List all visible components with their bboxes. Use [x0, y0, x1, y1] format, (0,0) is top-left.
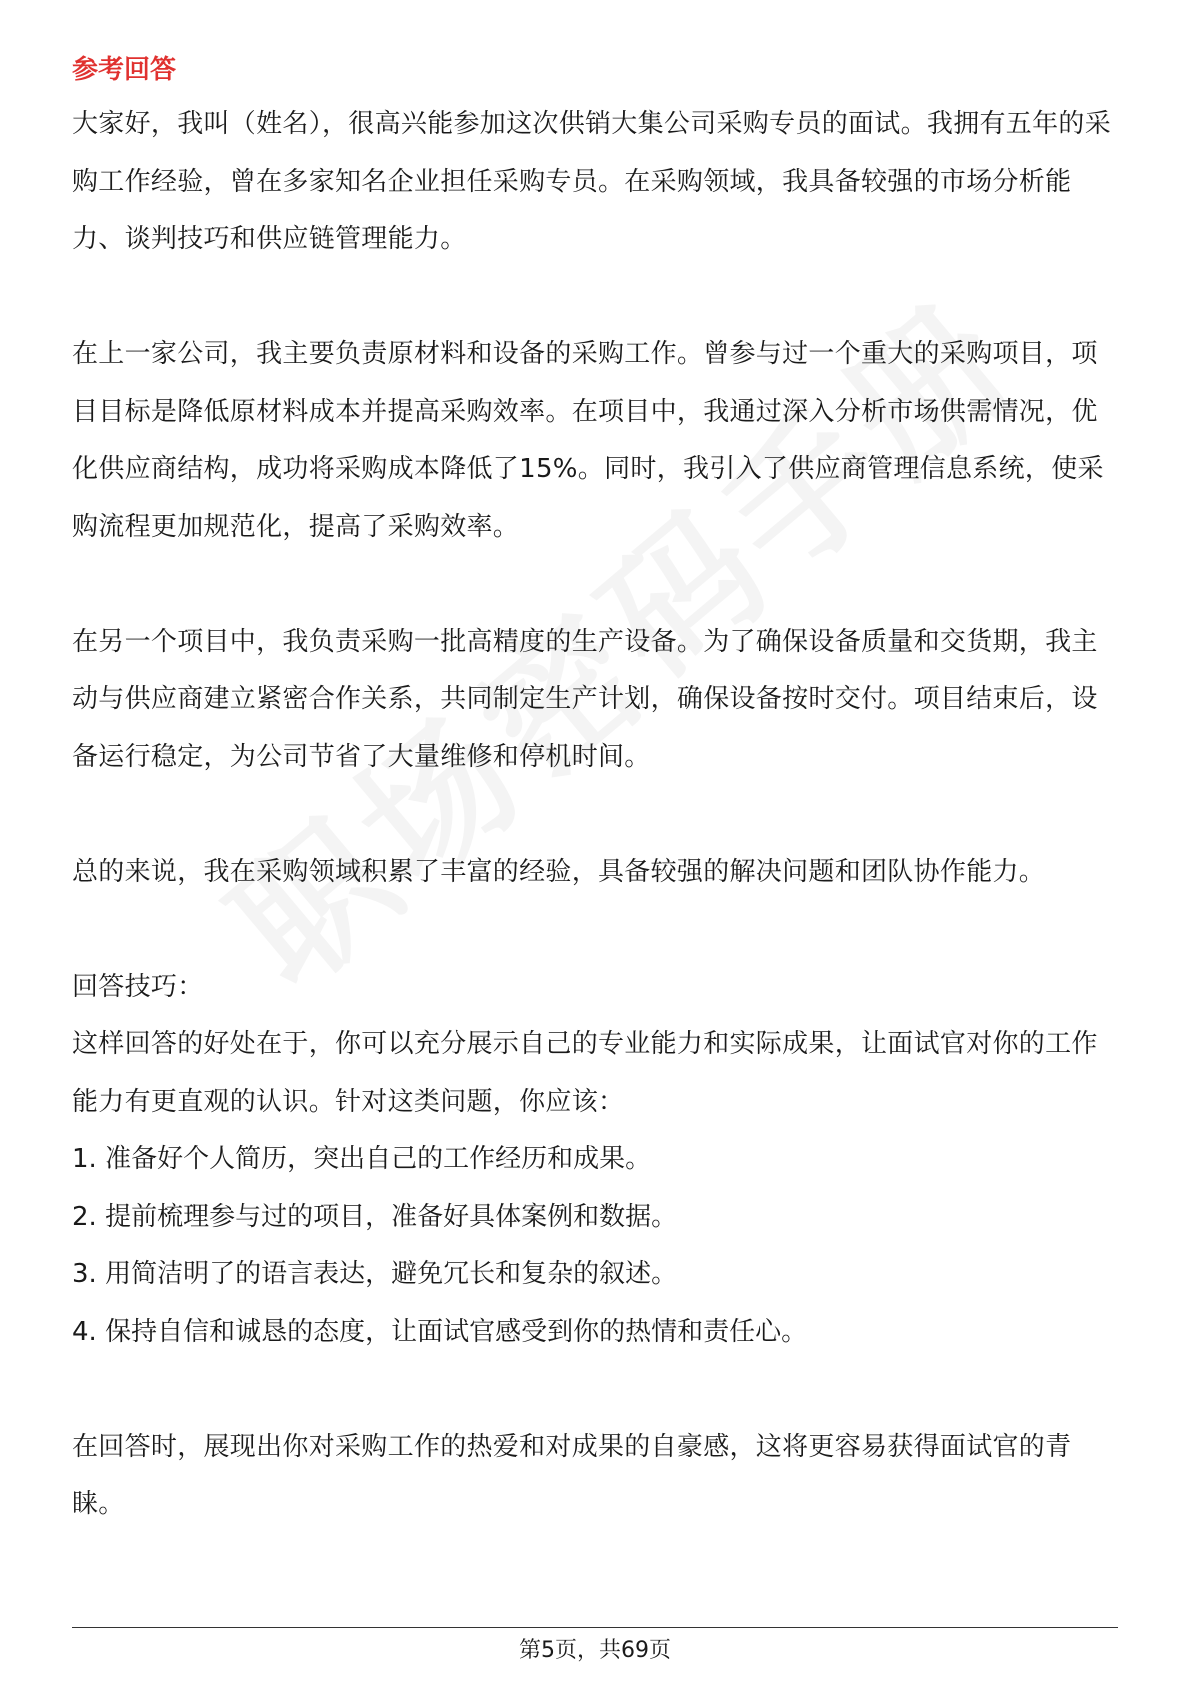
paragraph-spacer: [72, 786, 1118, 844]
footer-divider: [72, 1627, 1118, 1628]
tips-list-item: 4. 保持自信和诚恳的态度，让面试官感受到你的热情和责任心。: [72, 1316, 808, 1347]
answer-paragraph-1: 大家好，我叫（姓名），很高兴能参加这次供销大集公司采购专员的面试。我拥有五年的采购工作经验，曾在多家知名企业担任采购专员。在采购领域，我具备较强的市场分析能力、谈判技巧和供应链管理能力。: [72, 109, 1112, 254]
document-body: [72, 44, 1118, 1534]
paragraph-spacer: [72, 269, 1118, 327]
tips-list-item: 2. 提前梳理参与过的项目，准备好具体案例和数据。: [72, 1201, 678, 1232]
paragraph-spacer: [72, 1361, 1118, 1419]
answer-paragraph-2: 在上一家公司，我主要负责原材料和设备的采购工作。曾参与过一个重大的采购项目，项目目标是降低原材料成本并提高采购效率。在项目中，我通过深入分析市场供需情况，优化供应商结构，成功将采购成本降低了15%。同时，我引入了供应商管理信息系统，使采购流程更加规范化，提高了采购效率。: [72, 339, 1104, 542]
page-number: 第5页，共69页: [519, 1638, 671, 1663]
tips-title: 回答技巧：: [72, 971, 204, 1002]
answer-paragraph-3: 在另一个项目中，我负责采购一批高精度的生产设备。为了确保设备质量和交货期，我主动与供应商建立紧密合作关系，共同制定生产计划，确保设备按时交付。项目结束后，设备运行稳定，为公司节省了大量维修和停机时间。: [72, 626, 1098, 772]
tips-list-item: 3. 用简洁明了的语言表达，避免冗长和复杂的叙述。: [72, 1259, 678, 1289]
tips-closing: 在回答时，展现出你对采购工作的热爱和对成果的自豪感，这将更容易获得面试官的青睐。: [72, 1431, 1072, 1519]
tips-list-item: 1. 准备好个人简历，突出自己的工作经历和成果。: [72, 1144, 652, 1174]
paragraph-spacer: [72, 901, 1118, 959]
answer-paragraph-4: 总的来说，我在采购领域积累了丰富的经验，具备较强的解决问题和团队协作能力。: [72, 856, 1046, 887]
tips-intro: 这样回答的好处在于，你可以充分展示自己的专业能力和实际成果，让面试官对你的工作能力有更直观的认识。针对这类问题，你应该：: [72, 1029, 1098, 1117]
section-heading: 参考回答: [72, 55, 177, 85]
paragraph-spacer: [72, 556, 1118, 614]
